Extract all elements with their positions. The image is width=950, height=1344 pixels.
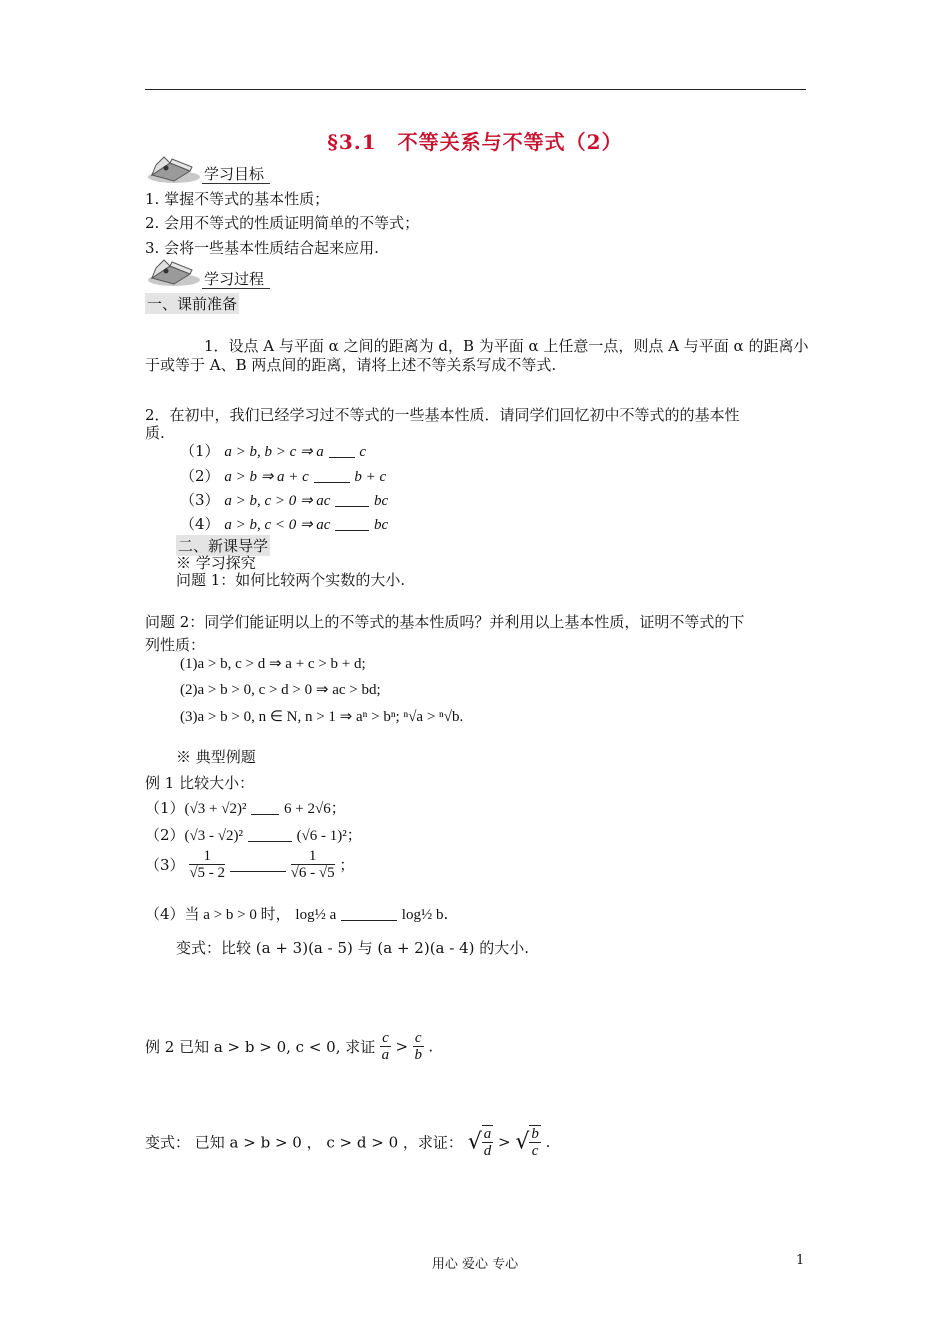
example1-item2: （2）(√3 - √2)² (√6 - 1)²； — [145, 826, 362, 844]
section-process-heading: 学习过程 — [202, 268, 270, 289]
example2: 例 2 已知 a > b > 0, c < 0, 求证 $\frac{c}{a}$ > $\frac{c}{b}$ . — [145, 1030, 434, 1063]
book-icon — [144, 153, 200, 185]
example1-item3: （3） $\frac{1}{√5 - 2}$ $\frac{1}{√6 - √5}$ ； — [145, 848, 355, 881]
answer-blank[interactable] — [329, 443, 355, 458]
problem2-line1: 问题 2：同学们能证明以上的不等式的基本性质吗？并利用以上基本性质，证明不等式的下 — [145, 613, 745, 631]
problem1: 问题 1：如何比较两个实数的大小. — [176, 571, 406, 589]
q1-line2: 于或等于 A、B 两点间的距离，请将上述不等关系写成不等式. — [145, 356, 557, 374]
part1-heading: 一、课前准备 — [147, 295, 238, 313]
answer-blank[interactable] — [335, 492, 369, 507]
property-row: （3） a > b, c > 0 ⇒ ac bc — [180, 491, 389, 509]
part2-heading: 二、新课导学 — [178, 537, 269, 555]
answer-blank[interactable] — [248, 827, 292, 842]
problem2-line2: 列性质： — [145, 636, 206, 654]
goal-item: 2. 会用不等式的性质证明简单的不等式； — [145, 214, 420, 232]
answer-blank[interactable] — [341, 906, 397, 921]
header-rule — [145, 89, 806, 90]
page-title: §3.1 不等关系与不等式（2） — [327, 130, 623, 154]
explore-heading: ※ 学习探究 — [176, 554, 256, 572]
example1-title: 例 1 比较大小： — [145, 774, 255, 792]
example1-item1: （1）(√3 + √2)² 6 + 2√6； — [145, 799, 346, 817]
book-icon — [144, 256, 200, 288]
property-row: （2） a > b ⇒ a + c b + c — [180, 467, 387, 485]
property-formula: (1)a > b, c > d ⇒ a + c > b + d; — [180, 656, 366, 672]
answer-blank[interactable] — [335, 516, 369, 531]
property-row: （4） a > b, c < 0 ⇒ ac bc — [180, 515, 389, 533]
q1-line1: 1．设点 A 与平面 α 之间的距离为 d，B 为平面 α 上任意一点，则点 A 与平面 α 的距离小 — [204, 337, 809, 355]
property-formula: (2)a > b > 0, c > d > 0 ⇒ ac > bd; — [180, 682, 381, 698]
examples-heading: ※ 典型例题 — [176, 748, 256, 766]
answer-blank[interactable] — [251, 800, 279, 815]
q2-line1: 2．在初中，我们已经学习过不等式的一些基本性质．请同学们回忆初中不等式的的基本性 — [145, 406, 740, 424]
property-formula: (3)a > b > 0, n ∈ N, n > 1 ⇒ aⁿ > bⁿ; ⁿ√a > ⁿ√b. — [180, 709, 464, 725]
variant2: 变式： 已知 a > b > 0 ， c > d > 0 ，求证： √ $\frac{a}{d}$ > √ $\frac{b}{c}$ . — [145, 1126, 551, 1159]
q2-line2: 质. — [145, 424, 165, 442]
section-goals-heading: 学习目标 — [202, 163, 270, 184]
property-row: （1） a > b, b > c ⇒ a c — [180, 442, 367, 460]
goal-item: 1. 掌握不等式的基本性质； — [145, 190, 330, 208]
footer-text: 用心 爱心 专心 — [431, 1257, 519, 1272]
answer-blank[interactable] — [314, 468, 350, 483]
example1-variant: 变式：比较 (a + 3)(a - 5) 与 (a + 2)(a - 4) 的大小. — [176, 939, 530, 957]
goal-item: 3. 会将一些基本性质结合起来应用. — [145, 239, 379, 257]
page-number: 1 — [796, 1253, 805, 1268]
example1-item4: （4）当 a > b > 0 时， log½ a log½ b. — [145, 905, 449, 923]
answer-blank[interactable] — [230, 857, 286, 872]
